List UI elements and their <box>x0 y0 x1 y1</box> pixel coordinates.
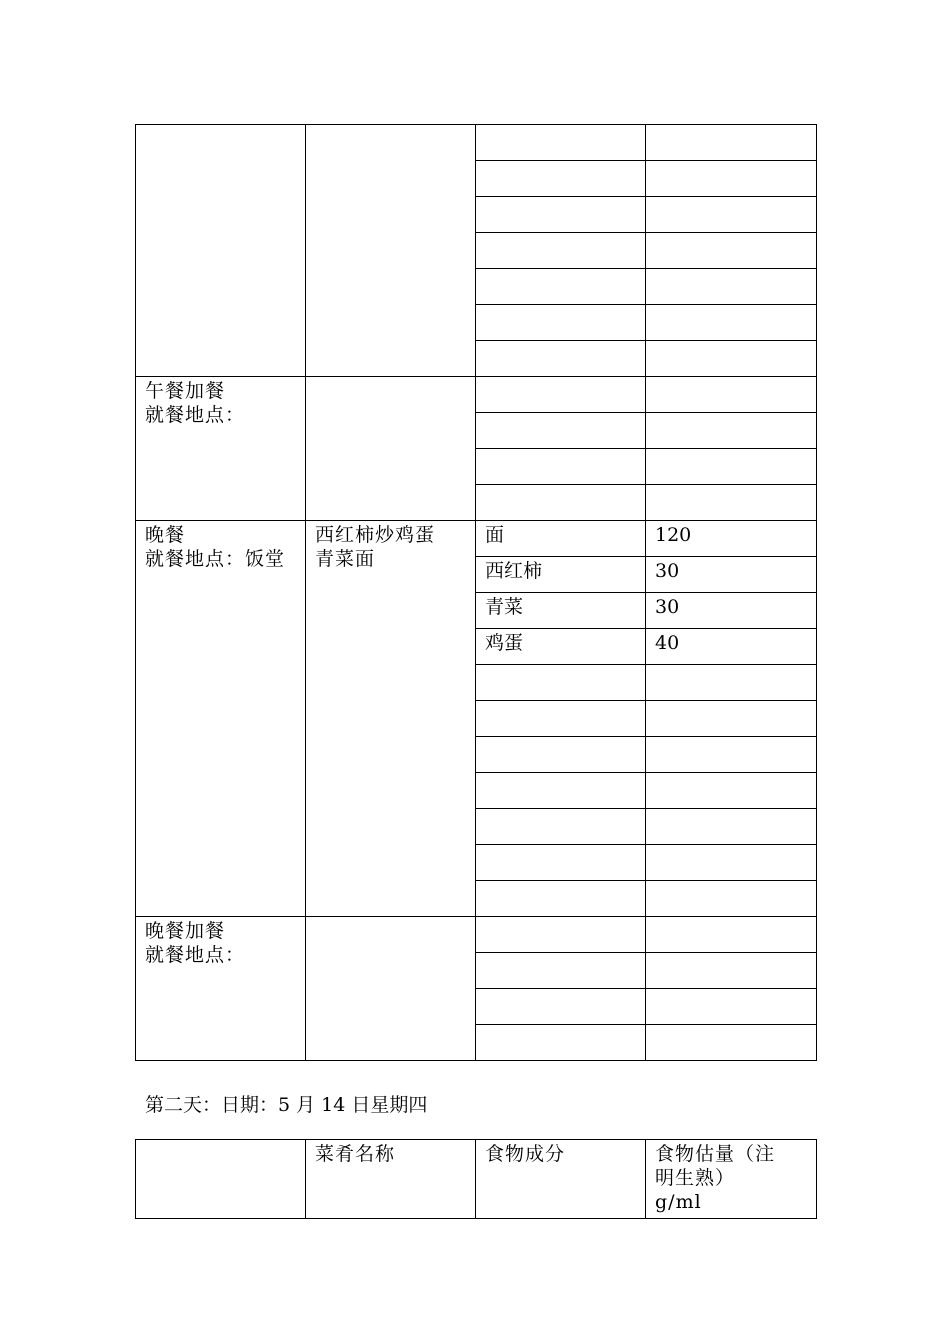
dish-cell <box>306 377 476 521</box>
ingredient-cell <box>476 125 646 161</box>
amount-cell: 120 <box>646 521 817 557</box>
ingredient-cell <box>476 665 646 701</box>
meal-cell <box>136 125 306 377</box>
amount-cell <box>646 701 817 737</box>
ingredient-cell <box>476 1025 646 1061</box>
amount-cell <box>646 845 817 881</box>
ingredient-cell <box>476 845 646 881</box>
meal-line: 就餐地点：饭堂 <box>145 548 286 570</box>
amount-cell <box>646 917 817 953</box>
ingredient-cell <box>476 161 646 197</box>
ingredient-cell <box>476 953 646 989</box>
ingredient-cell <box>476 485 646 521</box>
table-row <box>136 521 817 557</box>
dish-line: 青菜面 <box>315 548 376 570</box>
meal-line: 就餐地点： <box>145 404 246 426</box>
header-ingredient: 食物成分 <box>476 1140 646 1219</box>
ingredient-cell <box>476 773 646 809</box>
meal-cell <box>136 521 306 917</box>
day2-header-table <box>135 1139 817 1219</box>
amount-cell <box>646 881 817 917</box>
meal-line: 晚餐加餐 <box>145 920 226 942</box>
ingredient-cell: 青菜 <box>476 593 646 629</box>
day-heading: 第二天：日期：5 月 14 日星期四 <box>145 1094 428 1116</box>
header-amount-line-2: 明生熟） <box>655 1167 736 1189</box>
meal-cell <box>136 917 306 1061</box>
ingredient-cell <box>476 737 646 773</box>
amount-cell: 30 <box>646 557 817 593</box>
meal-line: 午餐加餐 <box>145 380 226 402</box>
ingredient-cell <box>476 449 646 485</box>
header-amount <box>646 1140 817 1219</box>
amount-cell <box>646 125 817 161</box>
table-header-row <box>136 1140 817 1219</box>
amount-cell <box>646 413 817 449</box>
meal-line: 就餐地点： <box>145 944 246 966</box>
header-dish-name: 菜肴名称 <box>306 1140 476 1219</box>
header-amount-line-1: 食物估量（注 <box>655 1143 776 1165</box>
amount-cell <box>646 737 817 773</box>
amount-cell <box>646 305 817 341</box>
dish-cell <box>306 125 476 377</box>
ingredient-cell: 西红柿 <box>476 557 646 593</box>
meal-record-table <box>135 124 817 1061</box>
dish-cell <box>306 521 476 917</box>
amount-cell: 40 <box>646 629 817 665</box>
dish-line: 西红柿炒鸡蛋 <box>315 524 436 546</box>
amount-cell <box>646 665 817 701</box>
table-row <box>136 377 817 413</box>
ingredient-cell: 面 <box>476 521 646 557</box>
table-row <box>136 125 817 161</box>
amount-cell <box>646 341 817 377</box>
header-amount-line-3: g/ml <box>655 1191 702 1213</box>
ingredient-cell <box>476 377 646 413</box>
ingredient-cell <box>476 701 646 737</box>
ingredient-cell <box>476 413 646 449</box>
meal-line: 晚餐 <box>145 524 186 546</box>
amount-cell <box>646 773 817 809</box>
ingredient-cell <box>476 269 646 305</box>
amount-cell: 30 <box>646 593 817 629</box>
ingredient-cell: 鸡蛋 <box>476 629 646 665</box>
amount-cell <box>646 989 817 1025</box>
ingredient-cell <box>476 989 646 1025</box>
amount-cell <box>646 809 817 845</box>
ingredient-cell <box>476 881 646 917</box>
ingredient-cell <box>476 233 646 269</box>
amount-cell <box>646 377 817 413</box>
amount-cell <box>646 953 817 989</box>
amount-cell <box>646 233 817 269</box>
dish-cell <box>306 917 476 1061</box>
ingredient-cell <box>476 809 646 845</box>
meal-cell <box>136 377 306 521</box>
ingredient-cell <box>476 341 646 377</box>
ingredient-cell <box>476 197 646 233</box>
ingredient-cell <box>476 305 646 341</box>
amount-cell <box>646 449 817 485</box>
amount-cell <box>646 1025 817 1061</box>
amount-cell <box>646 269 817 305</box>
header-meal-cell <box>136 1140 306 1219</box>
amount-cell <box>646 161 817 197</box>
table-row <box>136 917 817 953</box>
amount-cell <box>646 485 817 521</box>
amount-cell <box>646 197 817 233</box>
ingredient-cell <box>476 917 646 953</box>
